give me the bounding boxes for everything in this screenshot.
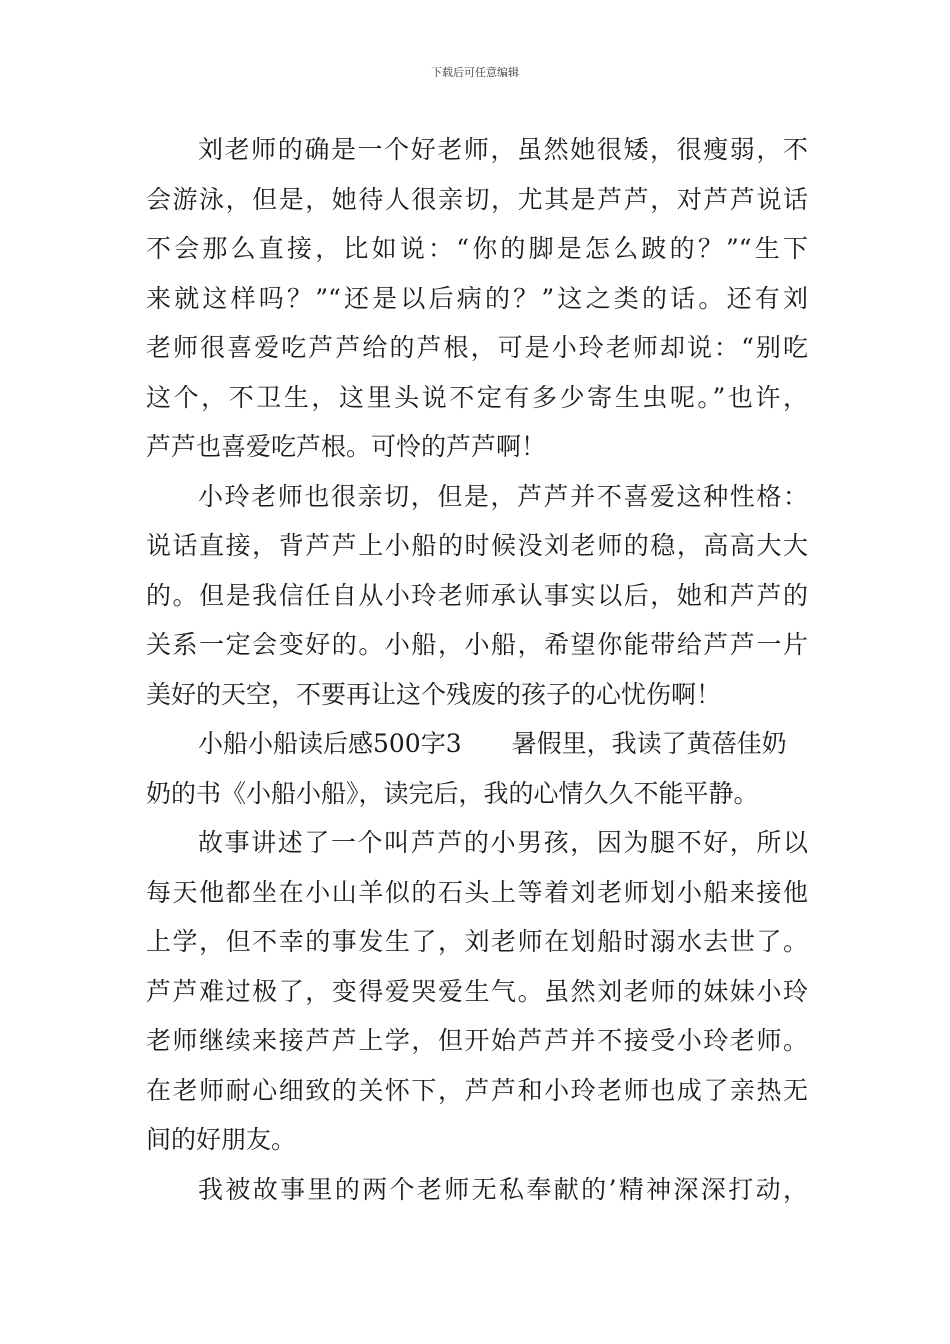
text-line: 芦芦也喜爱吃芦根。可怜的芦芦啊！ (146, 432, 547, 461)
text-line: 来就这样吗？”“还是以后病的？”这之类的话。还有刘 (146, 284, 808, 313)
text-line: 奶的书《小船小船》，读完后，我的心情久久不能平静。 (146, 779, 759, 808)
text-line: 的。但是我信任自从小玲老师承认事实以后，她和芦芦的 (146, 581, 808, 610)
text-line: 美好的天空，不要再让这个残废的孩子的心忧伤啊！ (146, 680, 722, 709)
text-line: 每天他都坐在小山羊似的石头上等着刘老师划小船来接他 (146, 878, 808, 907)
text-fragment: 暑假里，我读了黄蓓佳奶 (511, 729, 787, 758)
page-header: 下载后可任意编辑 (431, 66, 519, 79)
text-line: 间的好朋友。 (146, 1125, 297, 1154)
text-line: 关系一定会变好的。小船，小船，希望你能带给芦芦一片 (146, 630, 808, 659)
text-line: 不会那么直接，比如说：“你的脚是怎么跛的？”“生下 (146, 234, 808, 263)
text-line: 老师继续来接芦芦上学，但开始芦芦并不接受小玲老师。 (146, 1026, 808, 1055)
text-line (198, 729, 808, 759)
section-title: 小船小船读后感500字3 (198, 729, 462, 758)
text-line: 这个，不卫生，这里头说不定有多少寄生虫呢。”也许， (146, 383, 808, 412)
text-line: 小玲老师也很亲切，但是，芦芦并不喜爱这种性格： (198, 482, 808, 511)
text-line: 我被故事里的两个老师无私奉献的’精神深深打动， (198, 1175, 808, 1204)
text-line: 会游泳，但是，她待人很亲切，尤其是芦芦，对芦芦说话 (146, 185, 808, 214)
text-line: 上学，但不幸的事发生了，刘老师在划船时溺水去世了。 (146, 927, 808, 956)
text-line: 刘老师的确是一个好老师，虽然她很矮，很瘦弱，不 (198, 135, 808, 164)
text-line: 芦芦难过极了，变得爱哭爱生气。虽然刘老师的妹妹小玲 (146, 977, 808, 1006)
text-line: 说话直接，背芦芦上小船的时候没刘老师的稳，高高大大 (146, 531, 808, 560)
text-line: 在老师耐心细致的关怀下，芦芦和小玲老师也成了亲热无 (146, 1076, 808, 1105)
text-line: 老师很喜爱吃芦芦给的芦根，可是小玲老师却说：“别吃 (146, 333, 808, 362)
text-line: 故事讲述了一个叫芦芦的小男孩，因为腿不好，所以 (198, 828, 808, 857)
